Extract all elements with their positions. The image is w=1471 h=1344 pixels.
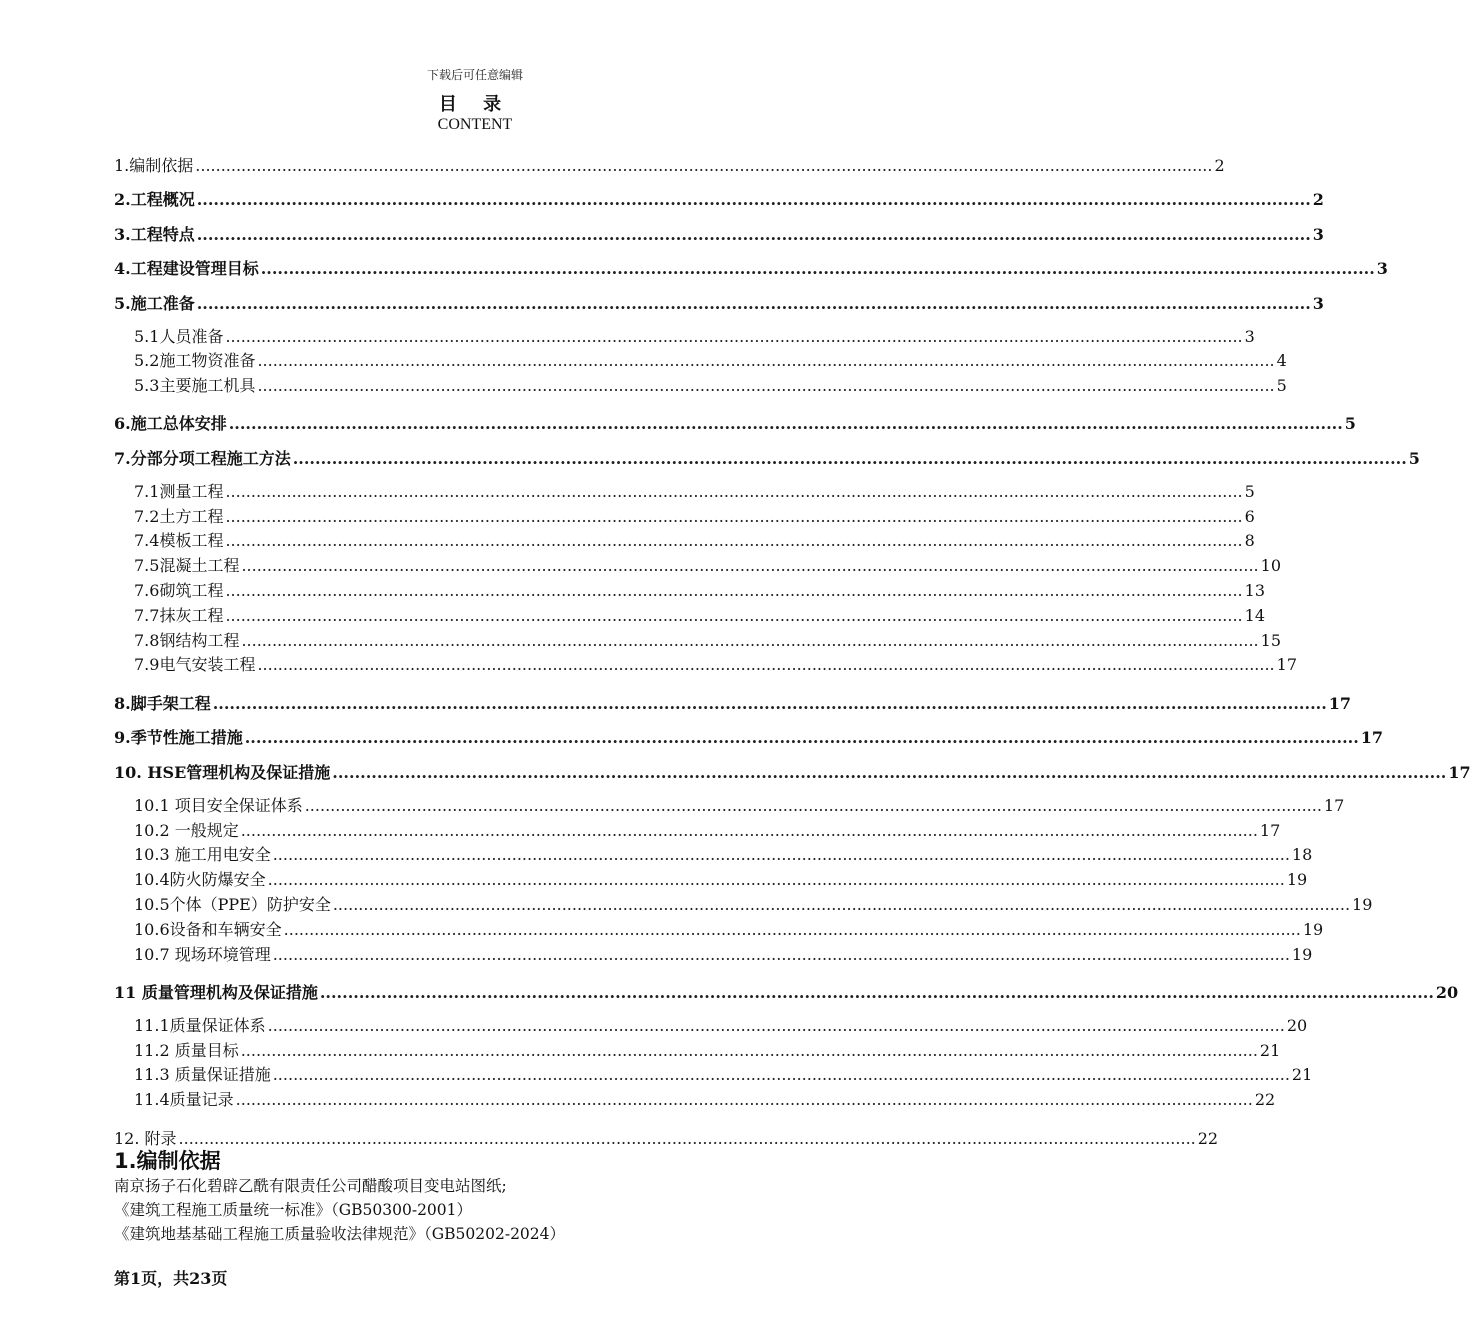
toc-entry-label: 6.施工总体安排 — [114, 414, 227, 434]
toc-leader-dots: ........................................................................................................................................................................................................ — [267, 870, 1285, 890]
toc-entry[interactable] — [114, 480, 1255, 505]
toc-entry-page: 17 — [1360, 728, 1384, 748]
toc-entry-label: 7.分部分项工程施工方法 — [114, 448, 291, 468]
toc-entry-label: 7.8钢结构工程 — [134, 630, 240, 650]
toc-entry-page: 21 — [1259, 1040, 1281, 1060]
toc-leader-dots: ........................................................................................................................................................................................................ — [241, 630, 1259, 650]
toc-entry[interactable] — [114, 1119, 1219, 1154]
toc-entry-label: 11 质量管理机构及保证措施 — [114, 982, 318, 1002]
toc-entry-page: 4 — [1276, 351, 1287, 371]
table-of-contents — [114, 146, 1471, 1154]
toc-entry-label: 10.3 施工用电安全 — [134, 845, 271, 865]
toc-leader-dots: ........................................................................................................................................................................................................ — [235, 1090, 1253, 1110]
toc-entry-page: 19 — [1302, 919, 1324, 939]
toc-entry[interactable] — [114, 684, 1352, 719]
toc-entry[interactable] — [114, 604, 1265, 629]
toc-leader-dots: ........................................................................................................................................................................................................ — [196, 293, 1311, 313]
toc-entry-label: 11.4质量记录 — [134, 1090, 234, 1110]
toc-entry-label: 10. HSE管理机构及保证措施 — [114, 762, 331, 782]
toc-entry-page: 6 — [1244, 506, 1255, 526]
toc-entry-page: 3 — [1312, 224, 1324, 244]
toc-entry-label: 7.4模板工程 — [134, 531, 224, 551]
toc-entry[interactable] — [114, 439, 1420, 474]
toc-entry[interactable] — [114, 973, 1459, 1008]
toc-entry-label: 7.9电气安装工程 — [134, 655, 256, 675]
toc-leader-dots: ........................................................................................................................................................................................................ — [225, 506, 1243, 526]
toc-entry-page: 21 — [1291, 1065, 1313, 1085]
toc-entry[interactable] — [114, 505, 1255, 530]
toc-entry-label: 10.7 现场环境管理 — [134, 944, 271, 964]
toc-leader-dots: ........................................................................................................................................................................................................ — [332, 762, 1447, 782]
toc-leader-dots: ........................................................................................................................................................................................................ — [257, 655, 1275, 675]
toc-entry[interactable] — [114, 146, 1225, 181]
toc-entry-label: 8.脚手架工程 — [114, 693, 211, 713]
toc-entry-page: 20 — [1286, 1015, 1308, 1035]
toc-entry-label: 1.编制依据 — [114, 155, 194, 175]
body-line: 《建筑工程施工质量统一标准》（GB50300-2001） — [114, 1201, 473, 1219]
toc-entry[interactable] — [114, 325, 1255, 350]
toc-entry-label: 3.工程特点 — [114, 224, 195, 244]
toc-entry-page: 15 — [1260, 630, 1281, 650]
toc-entry-label: 7.1测量工程 — [134, 481, 224, 501]
toc-entry[interactable] — [114, 893, 1373, 918]
toc-entry[interactable] — [114, 250, 1388, 285]
toc-entry-page: 13 — [1244, 581, 1265, 601]
toc-entry-label: 10.4防火防爆安全 — [134, 870, 266, 890]
toc-entry-page: 19 — [1291, 944, 1313, 964]
toc-entry-label: 11.3 质量保证措施 — [134, 1065, 271, 1085]
toc-entry-label: 10.6设备和车辆安全 — [134, 919, 282, 939]
toc-entry[interactable] — [114, 918, 1324, 943]
toc-entry[interactable] — [114, 1063, 1313, 1088]
toc-entry-page: 14 — [1244, 605, 1265, 625]
toc-entry[interactable] — [114, 215, 1324, 250]
toc-entry[interactable] — [114, 1088, 1276, 1113]
toc-leader-dots: ........................................................................................................................................................................................................ — [272, 1065, 1290, 1085]
toc-entry-page: 5 — [1344, 414, 1356, 434]
toc-entry-page: 2 — [1214, 155, 1225, 175]
toc-entry-page: 18 — [1291, 845, 1313, 865]
toc-entry-label: 9.季节性施工措施 — [114, 728, 243, 748]
toc-entry-page: 8 — [1244, 531, 1255, 551]
toc-entry-page: 17 — [1259, 820, 1281, 840]
toc-leader-dots: ........................................................................................................................................................................................................ — [260, 259, 1375, 278]
toc-entry-label: 11.1质量保证体系 — [134, 1015, 266, 1035]
toc-leader-dots: ........................................................................................................................................................................................................ — [225, 481, 1243, 501]
toc-entry-page: 3 — [1376, 259, 1388, 278]
toc-entry-page: 20 — [1435, 982, 1459, 1002]
toc-entry-page: 10 — [1260, 556, 1281, 576]
toc-entry-page: 22 — [1197, 1128, 1219, 1148]
toc-entry-page: 3 — [1312, 293, 1324, 313]
toc-entry-label: 11.2 质量目标 — [134, 1040, 239, 1060]
toc-entry-label: 7.5混凝土工程 — [134, 556, 240, 576]
section-heading: 1.编制依据 — [114, 1149, 221, 1173]
toc-entry-page: 3 — [1244, 326, 1255, 346]
toc-entry[interactable] — [114, 794, 1345, 819]
toc-leader-dots: ........................................................................................................................................................................................................ — [225, 326, 1243, 346]
toc-entry-page: 22 — [1254, 1090, 1276, 1110]
toc-leader-dots: ........................................................................................................................................................................................................ — [178, 1128, 1196, 1148]
toc-entry-page: 5 — [1276, 376, 1287, 396]
toc-entry-page: 19 — [1352, 894, 1373, 914]
toc-entry-label: 5.3主要施工机具 — [134, 376, 256, 396]
toc-entry[interactable] — [114, 1039, 1281, 1064]
toc-entry[interactable] — [114, 653, 1297, 678]
toc-leader-dots: ........................................................................................................................................................................................................ — [196, 224, 1311, 244]
toc-entry[interactable] — [114, 529, 1255, 554]
toc-entry[interactable] — [114, 374, 1287, 399]
toc-leader-dots: ........................................................................................................................................................................................................ — [272, 845, 1290, 865]
toc-entry[interactable] — [114, 579, 1265, 604]
toc-leader-dots: ........................................................................................................................................................................................................ — [196, 190, 1311, 209]
toc-leader-dots: ........................................................................................................................................................................................................ — [244, 728, 1359, 748]
toc-leader-dots: ........................................................................................................................................................................................................ — [212, 693, 1327, 713]
toc-entry[interactable] — [114, 284, 1324, 319]
toc-entry-page: 17 — [1276, 655, 1297, 675]
toc-entry[interactable] — [114, 349, 1287, 374]
toc-entry-page: 5 — [1244, 481, 1255, 501]
toc-entry[interactable] — [114, 629, 1281, 654]
toc-entry-label: 5.2施工物资准备 — [134, 351, 256, 371]
toc-entry[interactable] — [114, 554, 1281, 579]
toc-entry-page: 17 — [1323, 795, 1345, 815]
toc-entry-label: 2.工程概况 — [114, 190, 195, 209]
toc-entry[interactable] — [114, 868, 1308, 893]
toc-leader-dots: ........................................................................................................................................................................................................ — [228, 414, 1343, 434]
body-line: 南京扬子石化碧辟乙酰有限责任公司醋酸项目变电站图纸; — [114, 1177, 507, 1195]
toc-entry-page: 5 — [1408, 448, 1420, 468]
toc-entry[interactable] — [114, 405, 1356, 440]
toc-entry-label: 5.1人员准备 — [134, 326, 224, 346]
toc-leader-dots: ........................................................................................................................................................................................................ — [241, 556, 1259, 576]
toc-leader-dots: ........................................................................................................................................................................................................ — [257, 351, 1275, 371]
toc-entry[interactable] — [114, 181, 1324, 216]
toc-leader-dots: ........................................................................................................................................................................................................ — [292, 448, 1407, 468]
toc-entry-label: 7.2土方工程 — [134, 506, 224, 526]
body-text — [114, 1174, 874, 1246]
toc-leader-dots: ........................................................................................................................................................................................................ — [240, 1040, 1258, 1060]
toc-leader-dots: ........................................................................................................................................................................................................ — [225, 605, 1243, 625]
toc-entry[interactable] — [114, 1014, 1308, 1039]
toc-leader-dots: ........................................................................................................................................................................................................ — [272, 944, 1290, 964]
toc-entry-label: 4.工程建设管理目标 — [114, 259, 259, 278]
toc-entry-label: 5.施工准备 — [114, 293, 195, 313]
toc-leader-dots: ........................................................................................................................................................................................................ — [332, 894, 1351, 914]
toc-entry-page: 17 — [1448, 762, 1471, 782]
toc-entry-page: 17 — [1328, 693, 1352, 713]
toc-entry-label: 7.7抹灰工程 — [134, 605, 224, 625]
toc-entry[interactable] — [114, 753, 1471, 788]
toc-entry-page: 2 — [1312, 190, 1324, 209]
toc-leader-dots: ........................................................................................................................................................................................................ — [195, 155, 1213, 175]
toc-entry-label: 10.2 一般规定 — [134, 820, 239, 840]
page-subtitle: CONTENT — [437, 116, 513, 133]
toc-leader-dots: ........................................................................................................................................................................................................ — [225, 581, 1243, 601]
toc-leader-dots: ........................................................................................................................................................................................................ — [240, 820, 1258, 840]
toc-entry[interactable] — [114, 719, 1384, 754]
toc-entry-label: 10.5个体（PPE）防护安全 — [134, 894, 331, 914]
header-note: 下载后可任意编辑 — [426, 68, 523, 82]
toc-leader-dots: ........................................................................................................................................................................................................ — [319, 982, 1434, 1002]
toc-leader-dots: ........................................................................................................................................................................................................ — [267, 1015, 1285, 1035]
toc-entry-label: 7.6砌筑工程 — [134, 581, 224, 601]
toc-leader-dots: ........................................................................................................................................................................................................ — [283, 919, 1301, 939]
toc-leader-dots: ........................................................................................................................................................................................................ — [225, 531, 1243, 551]
toc-entry[interactable] — [114, 843, 1313, 868]
page-footer: 第1页，共23页 — [114, 1269, 228, 1288]
body-line: 《建筑地基基础工程施工质量验收法律规范》（GB50202-2024） — [114, 1225, 566, 1243]
toc-entry[interactable] — [114, 819, 1281, 844]
toc-entry[interactable] — [114, 943, 1313, 968]
toc-leader-dots: ........................................................................................................................................................................................................ — [257, 376, 1275, 396]
toc-entry-page: 19 — [1286, 870, 1308, 890]
toc-entry-label: 12. 附录 — [114, 1128, 177, 1148]
page-title: 目 录 — [438, 94, 512, 115]
toc-entry-label: 10.1 项目安全保证体系 — [134, 795, 303, 815]
toc-leader-dots: ........................................................................................................................................................................................................ — [304, 795, 1322, 815]
